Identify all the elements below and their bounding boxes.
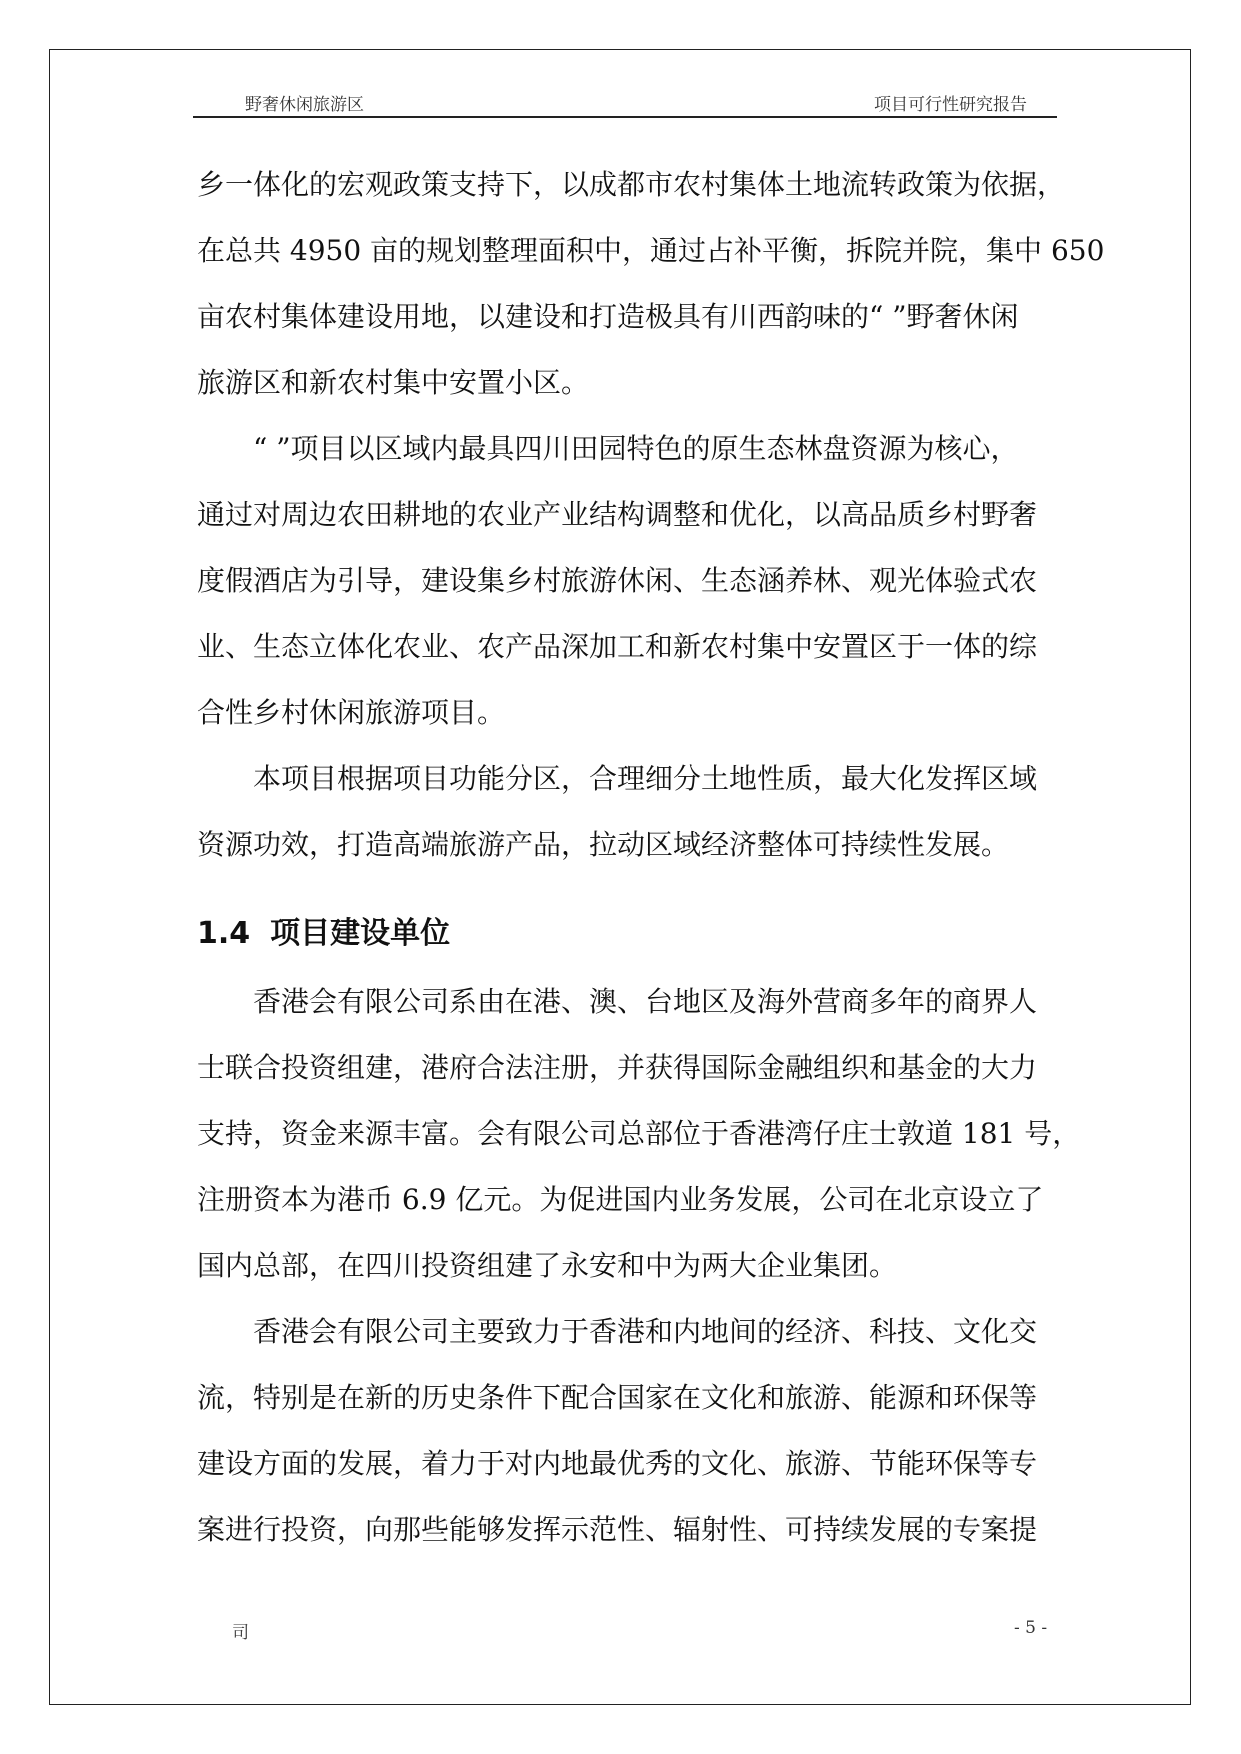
- text-line: 香港会有限公司系由在港、澳、台地区及海外营商多年的商界人: [197, 985, 1038, 1018]
- page-number: - 5 -: [1014, 1618, 1048, 1638]
- body-text-top: [197, 162, 1105, 888]
- text-line: 本项目根据项目功能分区，合理细分土地性质，最大化发挥区域: [197, 762, 1038, 795]
- text-line: 旅游区和新农村集中安置小区。: [197, 366, 590, 399]
- text-line: 建设方面的发展，着力于对内地最优秀的文化、旅游、节能环保等专: [197, 1447, 1038, 1480]
- text-line: 案进行投资，向那些能够发挥示范性、辐射性、可持续发展的专案提: [197, 1513, 1038, 1546]
- text-line: 亩农村集体建设用地，以建设和打造极具有川西韵味的“ ”野奢休闲: [197, 300, 1019, 333]
- text-line: 合性乡村休闲旅游项目。: [197, 696, 506, 729]
- section-heading: [197, 910, 450, 958]
- text-line: “ ”项目以区域内最具四川田园特色的原生态林盘资源为核心，: [197, 432, 1019, 465]
- running-header: [193, 84, 1057, 118]
- header-project-name: 野奢休闲旅游区: [245, 95, 364, 115]
- text-line: 流，特别是在新的历史条件下配合国家在文化和旅游、能源和环保等: [197, 1381, 1038, 1414]
- text-line: 香港会有限公司主要致力于香港和内地间的经济、科技、文化交: [197, 1315, 1038, 1348]
- section-number: 1.4: [197, 916, 251, 951]
- body-text-bottom: [197, 979, 1081, 1573]
- text-line: 通过对周边农田耕地的农业产业结构调整和优化，以高品质乡村野奢: [197, 498, 1038, 531]
- text-line: 支持，资金来源丰富。会有限公司总部位于香港湾仔庄士敦道 181 号，: [197, 1117, 1081, 1150]
- text-line: 度假酒店为引导，建设集乡村旅游休闲、生态涵养林、观光体验式农: [197, 564, 1038, 597]
- text-line: 士联合投资组建，港府合法注册，并获得国际金融组织和基金的大力: [197, 1051, 1038, 1084]
- header-report-title: 项目可行性研究报告: [874, 95, 1027, 115]
- text-line: 国内总部，在四川投资组建了永安和中为两大企业集团。: [197, 1249, 898, 1282]
- text-line: 乡一体化的宏观政策支持下，以成都市农村集体土地流转政策为依据，: [197, 168, 1066, 201]
- footer-left-text: 司: [232, 1623, 249, 1643]
- text-line: 业、生态立体化农业、农产品深加工和新农村集中安置区于一体的综: [197, 630, 1038, 663]
- text-line: 资源功效，打造高端旅游产品，拉动区域经济整体可持续性发展。: [197, 828, 1010, 861]
- section-title: 项目建设单位: [270, 916, 451, 951]
- text-line: 在总共 4950 亩的规划整理面积中，通过占补平衡，拆院并院，集中 650: [197, 234, 1105, 267]
- text-line: 注册资本为港币 6.9 亿元。为促进国内业务发展，公司在北京设立了: [197, 1183, 1044, 1216]
